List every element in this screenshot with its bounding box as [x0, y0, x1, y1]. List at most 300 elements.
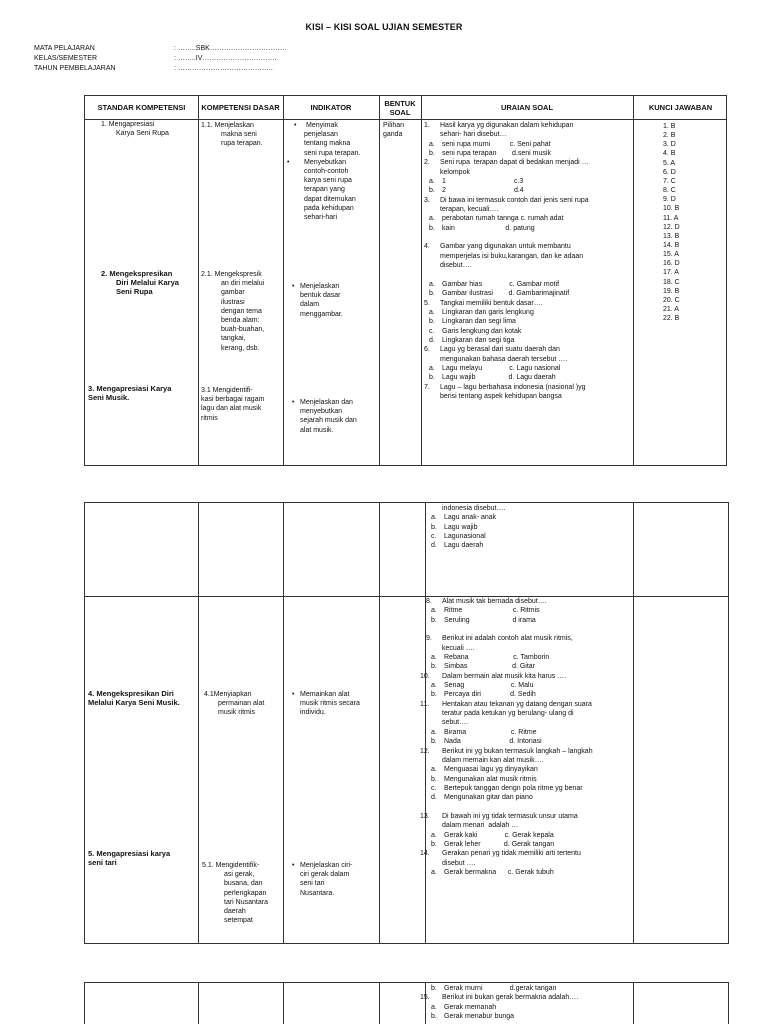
question-text: Gerak bermakna c. Gerak tubuh	[444, 868, 554, 876]
sk-4	[88, 689, 198, 707]
option-letter: d.	[429, 336, 435, 344]
ind-text: Menjelaskan ciri-	[300, 862, 353, 869]
document-title: KISI – KISI SOAL UJIAN SEMESTER	[305, 22, 463, 32]
question-text: Di bawa ini termasuk contoh dari jenis seni rupa	[440, 196, 589, 204]
question-line	[427, 709, 633, 718]
uraian-soal-1	[425, 121, 631, 401]
sk-text: Seni Rupa	[116, 287, 153, 296]
ind-text: menyebutkan	[300, 408, 343, 416]
option-letter: a.	[429, 215, 435, 223]
option-letter: a.	[431, 607, 437, 615]
question-line	[427, 625, 633, 634]
option-letter: a.	[429, 178, 435, 186]
question-line	[427, 718, 633, 727]
question-text: Lagu wajib d. Lagu daerah	[442, 374, 556, 382]
ind-text: penjelasan	[304, 131, 338, 139]
kd-3-1	[201, 386, 281, 423]
question-text: seni rupa murni c. Seni pahat	[442, 140, 551, 148]
answer-option	[427, 681, 633, 690]
question-line	[425, 355, 631, 364]
meta-row-subject	[34, 44, 287, 54]
ind-text: sejarah musik dan	[300, 417, 357, 425]
ind-text: ciri gerak dalam	[300, 871, 350, 879]
kd-text: asi gerak,	[224, 871, 255, 879]
kd-text: 2.1. Mengekspresik	[201, 271, 262, 278]
answer-option	[427, 831, 633, 840]
ind-text: tentang makna	[304, 140, 351, 148]
question-text: Tangkai memiliki bentuk dasar….	[440, 299, 543, 307]
question-text: 2 d.4	[442, 187, 524, 195]
question-line	[425, 242, 631, 251]
question-text: Lagunasional	[444, 533, 486, 541]
bullet-icon: •	[292, 691, 295, 698]
ind-text: alat musik.	[300, 426, 334, 434]
option-letter: c.	[429, 327, 435, 335]
header-kunci-jawaban: KUNCI JAWABAN	[648, 103, 713, 112]
option-letter: b.	[431, 1013, 437, 1021]
question-line	[420, 700, 633, 709]
answer-key-item: 8. C	[663, 187, 676, 195]
question-text: Gerakan penari yg tidak memiliki arti tertentu	[442, 850, 581, 858]
ind-text: Nusantara.	[300, 889, 335, 897]
ind-text: dalam	[300, 301, 320, 309]
kd-text: makna seni	[221, 131, 257, 139]
answer-option	[425, 149, 631, 158]
kisi-table-3	[84, 982, 729, 1024]
col-divider	[283, 96, 284, 465]
question-text: Menguasai lagu yg dinyayikan	[444, 766, 538, 774]
question-line	[425, 299, 631, 308]
option-letter: b.	[429, 318, 435, 326]
answer-key-item: 11. A	[663, 214, 679, 222]
answer-option	[427, 653, 633, 662]
question-text: Percaya diri d. Sedih	[444, 691, 536, 699]
answer-option	[425, 289, 631, 298]
ind-text: seni rupa terapan.	[304, 149, 361, 157]
question-text: 1 c.3	[442, 178, 524, 186]
bentuk-soal	[383, 121, 419, 139]
option-letter: a.	[429, 140, 435, 148]
question-text: Lingkaran dan garis lengkung	[442, 308, 534, 316]
ind-text: Menyimak	[306, 122, 338, 129]
uraian-soal-3	[420, 984, 633, 1021]
option-letter: c.	[431, 784, 437, 792]
question-line	[425, 205, 631, 214]
question-number: 4.	[424, 243, 430, 251]
ind-text: karya seni rupa	[304, 177, 352, 185]
kd-text: busana, dan	[224, 880, 263, 888]
kd-text: daerah	[224, 908, 246, 916]
question-text: Lingkaran dan segi tiga	[442, 336, 515, 344]
indicator-item	[292, 282, 378, 291]
question-line	[420, 672, 633, 681]
answer-key-item: 10. B	[663, 205, 680, 213]
option-letter: a.	[431, 514, 437, 522]
meta-label: TAHUN PEMBELAJARAN	[34, 65, 116, 72]
question-text: Garis lengkung dan kotak	[442, 327, 522, 335]
kd-2-1	[201, 270, 281, 353]
question-line	[427, 597, 633, 606]
kd-text: dengan tema	[221, 307, 262, 315]
option-letter: b.	[431, 775, 437, 783]
header-bentuk-soal: BENTUK SOAL	[384, 98, 416, 117]
col-divider	[425, 983, 426, 1024]
answer-option	[427, 690, 633, 699]
question-text: teratur pada ketukan yg berulang- ulang di	[442, 710, 574, 718]
answer-option	[427, 784, 633, 793]
question-text: Alat musik tak bernada disebut….	[442, 598, 547, 605]
question-text: sebut….	[442, 719, 469, 727]
question-text: Gerak memanah	[444, 1003, 497, 1011]
indikator-3	[292, 398, 378, 435]
kd-text: 3.1 Mengidentifi-	[201, 387, 253, 394]
answer-key-item: 22. B	[663, 315, 680, 323]
ind-text: seni tari	[300, 880, 325, 888]
sk-text: 4. Mengekspresikan Diri	[88, 689, 174, 698]
kd-text: ritmis	[201, 414, 218, 422]
answer-key-item: 21. A	[663, 306, 679, 313]
option-letter: b.	[429, 187, 435, 195]
indikator-4	[292, 690, 378, 718]
kd-text: 5.1. Mengidentifik-	[202, 862, 260, 869]
bullet-icon: •	[292, 283, 295, 290]
answer-key-item: 18. C	[663, 278, 680, 286]
answer-option	[427, 616, 633, 625]
uraian-soal-cont	[427, 504, 631, 551]
header-standar-kompetensi: STANDAR KOMPETENSI	[97, 103, 186, 112]
question-text: mengunakan bahasa daerah tersebut ….	[440, 355, 568, 363]
question-text: Rebana c. Tamborin	[444, 654, 550, 662]
option-letter: b.	[431, 523, 437, 531]
ind-text: bentuk dasar	[300, 292, 341, 300]
bs-text: ganda	[383, 131, 403, 139]
col-divider	[198, 96, 199, 465]
question-text: sehari- hari disebut…	[440, 131, 507, 139]
col-divider	[379, 503, 380, 943]
option-letter: b.	[431, 840, 437, 848]
option-letter: a.	[429, 364, 435, 372]
question-number: 5.	[424, 299, 430, 307]
option-letter: a.	[429, 308, 435, 316]
question-line	[425, 233, 631, 242]
question-number: 7.	[424, 383, 430, 391]
bullet-icon: •	[292, 862, 295, 869]
kd-text: tari Nusantara	[224, 898, 268, 906]
answer-option	[427, 868, 633, 877]
answer-option	[427, 541, 631, 550]
option-letter: a.	[431, 682, 437, 690]
meta-label: KELAS/SEMESTER	[34, 55, 98, 62]
question-text: Dalam bermain alat musik kita harus ….	[442, 672, 567, 680]
kd-4-1	[204, 690, 282, 718]
question-text: Gerak murni d.gerak tangan	[444, 985, 557, 992]
col-divider	[283, 503, 284, 943]
question-text: Berikut ini bukan gerak bermakna adalah….	[442, 994, 579, 1002]
question-number: 8.	[426, 598, 432, 605]
ind-text: contoh-contoh	[304, 168, 349, 176]
question-number: 9.	[426, 635, 432, 643]
meta-value: : ……..SBK……………………………	[174, 45, 287, 52]
answer-option	[425, 308, 631, 317]
question-line	[420, 993, 633, 1002]
option-letter: a.	[431, 868, 437, 876]
ind-text: Memainkan alat	[300, 691, 350, 698]
question-text: Gerak kaki c. Gerak kepala	[444, 831, 554, 839]
bullet-icon: •	[292, 399, 295, 406]
question-text: disebut….	[440, 262, 472, 270]
question-number: 12.	[420, 747, 430, 755]
answer-option	[427, 793, 633, 802]
question-line	[427, 803, 633, 812]
header-kompetensi-dasar: KOMPETENSI DASAR	[201, 103, 280, 112]
answer-key-item: 6. D	[663, 168, 676, 176]
question-text: Lagu daerah	[444, 542, 484, 550]
question-text: Gerak menabur bunga	[444, 1013, 515, 1021]
answer-option	[425, 336, 631, 345]
question-text: Hentakan atau tekanan yg datang dengan suara	[442, 700, 592, 708]
col-divider	[633, 983, 634, 1024]
question-line	[425, 392, 631, 401]
indikator-5	[292, 861, 378, 898]
answer-key-item: 3. D	[663, 141, 676, 149]
question-line	[425, 168, 631, 177]
question-line	[427, 634, 633, 643]
sk-text: 3. Mengapresiasi Karya	[88, 384, 172, 393]
question-line	[425, 121, 631, 130]
ind-text: dapat ditemukan	[304, 195, 356, 203]
kd-text: 4.1Menyiapkan	[204, 691, 252, 698]
question-text: Gambar hias c. Gambar motif	[442, 280, 560, 288]
answer-option	[427, 1012, 633, 1021]
option-letter: a.	[431, 654, 437, 662]
sk-text: seni tari	[88, 858, 117, 867]
kd-text: lagu dan alat musik	[201, 405, 262, 413]
option-letter: b.	[431, 738, 437, 746]
ind-text: terapan yang	[304, 186, 345, 194]
col-divider	[198, 503, 199, 943]
answer-key-item: 19. B	[663, 287, 680, 295]
indicator-item	[292, 690, 378, 699]
ind-text: individu.	[300, 709, 326, 717]
question-text: indonesia disebut….	[442, 505, 506, 512]
ind-text: sehari-hari	[304, 214, 338, 222]
sk-2	[101, 269, 196, 296]
question-text: Bertepuk tanggan dengn pola ritme yg benar	[444, 784, 583, 792]
kd-5-1	[202, 861, 282, 925]
answer-option	[427, 984, 633, 993]
answer-option	[425, 186, 631, 195]
question-text: Hasil karya yg digunakan dalam kehidupan	[440, 122, 574, 129]
question-text: Birama c. Ritme	[444, 728, 537, 736]
question-line	[420, 747, 633, 756]
answer-key-item: 17. A	[663, 269, 679, 277]
answer-key-item: 13. B	[663, 232, 680, 240]
col-divider	[379, 983, 380, 1024]
answer-option	[425, 214, 631, 223]
kd-text: 1.1. Menjelaskan	[201, 122, 254, 129]
kd-1-1	[201, 121, 281, 149]
col-divider	[633, 96, 634, 465]
option-letter: b.	[429, 290, 435, 298]
answer-option	[425, 177, 631, 186]
answer-option	[425, 317, 631, 326]
answer-option	[427, 1003, 633, 1012]
option-letter: b.	[431, 985, 437, 992]
answer-option	[427, 775, 633, 784]
question-line	[425, 345, 631, 354]
uraian-soal-2	[420, 597, 633, 877]
indicator-item	[287, 158, 378, 167]
col-divider	[421, 96, 422, 465]
answer-key-item: 1. B	[663, 123, 676, 130]
option-letter: c.	[431, 533, 437, 541]
question-text: kain d. patung	[442, 224, 535, 232]
answer-key-item: 2. B	[663, 132, 676, 140]
question-text: Senag c. Malu	[444, 682, 534, 690]
indikator-1	[287, 121, 378, 222]
kd-text: buah-buahan,	[221, 326, 265, 334]
question-line	[427, 859, 633, 868]
question-text: Lingkaran dan segi lima	[442, 318, 516, 326]
question-text: Seni rupa terapan dapat di bedakan menjadi …	[440, 159, 589, 167]
answer-option	[427, 606, 633, 615]
question-number: 14.	[420, 850, 430, 858]
question-text: Gambar yang digunakan untuk membantu	[440, 243, 571, 251]
question-text: Gerak leher d. Gerak tangan	[444, 840, 555, 848]
meta-row-year	[34, 64, 287, 74]
question-text: seni rupa terapan d.seni musik	[442, 150, 551, 158]
question-text: dalam memain kan alat musik….	[442, 756, 544, 764]
question-text: Nada d. Intonasi	[444, 738, 542, 746]
kisi-table-1	[84, 95, 727, 466]
bs-text: Pilihan	[383, 122, 405, 129]
sk-1	[101, 120, 196, 138]
kd-text: kasi berbagai ragam	[201, 396, 265, 404]
indicator-item	[292, 398, 378, 407]
sk-text: 5. Mengapresiasi karya	[88, 849, 171, 858]
option-letter: b.	[431, 616, 437, 624]
indicator-item	[294, 121, 378, 130]
ind-text: Menjelaskan dan	[300, 399, 353, 406]
ind-text: Menyebutkan	[304, 158, 347, 166]
answer-key-item: 12. D	[663, 223, 680, 231]
question-line	[425, 252, 631, 261]
question-number: 6.	[424, 346, 430, 354]
question-line	[427, 644, 633, 653]
kd-text: perlengkapan	[224, 889, 267, 897]
meta-label: MATA PELAJARAN	[34, 45, 95, 52]
question-line	[427, 504, 631, 513]
sk-text: Karya Seni Rupa	[116, 130, 169, 138]
sk-text: Seni Musik.	[88, 393, 130, 402]
kisi-table-2	[84, 502, 729, 944]
sk-text: Melalui Karya Seni Musik.	[88, 698, 180, 707]
question-text: Mengunakan alat musik ritmis	[444, 775, 537, 783]
answer-option	[425, 140, 631, 149]
header-indikator: INDIKATOR	[310, 103, 352, 112]
answer-option	[425, 327, 631, 336]
answer-option	[427, 765, 633, 774]
question-text: terapan, kecuali….	[440, 206, 499, 214]
question-line	[425, 261, 631, 270]
question-line	[425, 271, 631, 280]
option-letter: b.	[429, 224, 435, 232]
bullet-icon: •	[287, 158, 290, 166]
kd-text: musik ritmis	[218, 709, 255, 717]
question-number: 1.	[424, 122, 430, 129]
question-text: Lagu wajib	[444, 523, 478, 531]
answer-option	[427, 532, 631, 541]
kd-text: an diri melalui	[221, 280, 265, 288]
kd-text: setempat	[224, 917, 253, 925]
meta-value: : …………………………………..	[174, 65, 273, 72]
meta-value: : ……..IV…………………………..	[174, 55, 277, 62]
question-text: kecuali ….	[442, 644, 475, 652]
question-text: dalam menari adalah …	[442, 822, 519, 830]
question-text: memperjelas isi buku,karangan, dan ke adaan	[440, 252, 584, 260]
question-text: Di bawah ini yg tidak termasuk unsur utama	[442, 812, 578, 820]
question-text: Lagu melayu c. Lagu nasional	[442, 364, 561, 372]
question-text: Lagu anak- anak	[444, 514, 497, 522]
kd-text: gambar	[221, 289, 245, 297]
ind-text: musik ritmis secara	[300, 700, 360, 708]
question-text: Berikut ini yg bukan termasuk langkah – langkah	[442, 747, 593, 755]
option-letter: a.	[431, 766, 437, 774]
option-letter: b.	[429, 374, 435, 382]
answer-option	[427, 523, 631, 532]
question-number: 2.	[424, 159, 430, 167]
sk-text: Diri Melalui Karya	[116, 278, 179, 287]
answer-key-item: 5. A	[663, 159, 676, 167]
question-number: 15.	[420, 994, 430, 1002]
answer-key-item: 20. C	[663, 296, 680, 304]
kd-text: ilustrasi	[221, 298, 245, 306]
col-divider	[633, 503, 634, 943]
option-letter: a.	[431, 831, 437, 839]
option-letter: a.	[431, 728, 437, 736]
answer-option	[427, 728, 633, 737]
question-line	[425, 158, 631, 167]
answer-key-item: 16. D	[663, 260, 680, 268]
bullet-icon: •	[294, 122, 297, 129]
indicator-item	[292, 861, 378, 870]
question-line	[425, 130, 631, 139]
kd-text: tangkai,	[221, 335, 246, 343]
sk-text: 1. Mengapresiasi	[101, 121, 155, 128]
question-line	[425, 383, 631, 392]
option-letter: b.	[431, 663, 437, 671]
indikator-2	[292, 282, 378, 319]
kd-text: kerang, dsb.	[221, 344, 260, 352]
option-letter: d.	[431, 794, 437, 802]
sk-5	[88, 849, 198, 867]
answer-key-item: 9. D	[663, 196, 676, 204]
question-number: 13.	[420, 812, 430, 820]
ind-text: pada kehidupan	[304, 204, 354, 212]
sk-3	[88, 384, 196, 402]
ind-text: Menjelaskan	[300, 283, 340, 290]
question-text: Simbas d. Gitar	[444, 663, 536, 671]
option-letter: a.	[429, 280, 435, 288]
kd-text: benda alam:	[221, 317, 260, 325]
option-letter: b.	[429, 150, 435, 158]
answer-option	[427, 840, 633, 849]
option-letter: a.	[431, 1003, 437, 1011]
question-text: berisi tentang aspek kehidupan bangsa	[440, 392, 562, 400]
meta-block	[34, 44, 287, 74]
answer-key-item: 7. C	[663, 177, 676, 185]
question-number: 11.	[420, 700, 430, 708]
